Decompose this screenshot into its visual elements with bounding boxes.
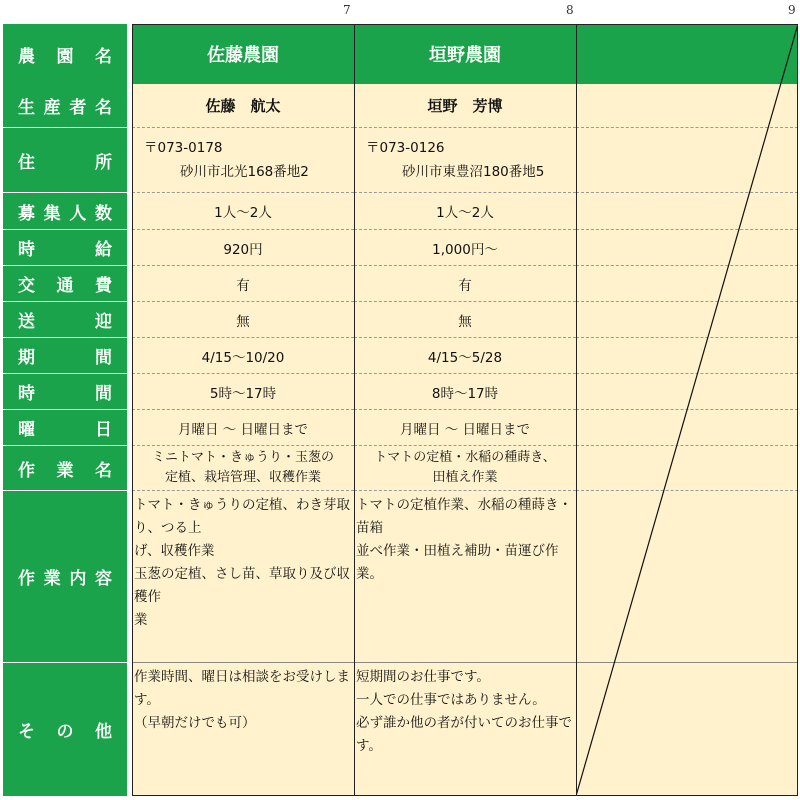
work-detail-line: トマト・きゅうりの定植、わき芽取り、つる上 <box>134 497 350 536</box>
pickup-service: 無 <box>132 302 354 338</box>
work-name-line: トマトの定植・水稲の種蒔き、 <box>374 450 556 465</box>
label-hourly-wage: 時 給 <box>3 230 127 266</box>
street-address: 砂川市北光168番地2 <box>180 164 309 180</box>
label-address: 住 所 <box>3 128 127 193</box>
other-notes <box>354 663 576 796</box>
work-detail-line: 業 <box>134 612 148 628</box>
work-name-line: 田植え作業 <box>432 470 498 485</box>
zip-code: 〒073-0126 <box>366 140 445 156</box>
work-detail <box>132 491 354 663</box>
row-label-column <box>3 24 127 796</box>
other-notes-line: 必ず誰か他の者が付いてのお仕事です。 <box>356 715 572 754</box>
ruler-tick-8: 8 <box>566 3 574 17</box>
label-work-detail: 作 業 内 容 <box>3 491 127 663</box>
work-detail-line: トマトの定植作業、水稲の種蒔き・苗箱 <box>356 497 572 536</box>
work-detail-line: 並べ作業・田植え補助・苗運び作業。 <box>356 543 559 582</box>
label-period: 期 間 <box>3 338 127 374</box>
label-days: 曜 日 <box>3 410 127 446</box>
work-period: 4/15～5/28 <box>354 338 576 374</box>
other-notes-line: 作業時間、曜日は相談をお受けします。 <box>134 669 350 708</box>
address-cell <box>354 128 576 193</box>
work-days: 月曜日 ～ 日曜日まで <box>354 410 576 446</box>
hourly-wage: 920円 <box>132 230 354 266</box>
work-detail-line: げ、収穫作業 <box>134 543 215 559</box>
pickup-service: 無 <box>354 302 576 338</box>
address-cell <box>132 128 354 193</box>
ruler-tick-9: 9 <box>788 3 796 17</box>
work-detail <box>354 491 576 663</box>
farm-column-kakino <box>354 24 576 796</box>
empty-farm-column <box>576 24 798 796</box>
work-name-line: ミニトマト・きゅうり・玉葱の <box>151 450 334 465</box>
label-pickup: 送 迎 <box>3 302 127 338</box>
farm-name-header: 垣野農園 <box>354 24 576 84</box>
other-notes <box>132 663 354 796</box>
work-name <box>354 446 576 491</box>
strike-through-line <box>576 24 798 796</box>
farm-column-sato <box>132 24 354 796</box>
transport-fee: 有 <box>354 266 576 302</box>
producer-name: 佐藤 航太 <box>132 84 354 128</box>
work-hours: 5時～17時 <box>132 374 354 410</box>
column-ruler <box>0 0 800 24</box>
other-notes-line: 一人での仕事ではありません。 <box>356 692 546 708</box>
work-name-line: 定植、栽培管理、収穫作業 <box>164 470 321 485</box>
work-name <box>132 446 354 491</box>
label-recruit-count: 募 集 人 数 <box>3 193 127 230</box>
zip-code: 〒073-0178 <box>144 140 223 156</box>
work-detail-line: 玉葱の定植、さし苗、草取り及び収穫作 <box>134 566 350 605</box>
ruler-tick-7: 7 <box>343 3 351 17</box>
column-divider <box>354 24 355 796</box>
label-farm-name: 農 園 名 <box>18 46 112 67</box>
work-days: 月曜日 ～ 日曜日まで <box>132 410 354 446</box>
label-work-name: 作 業 名 <box>3 446 127 491</box>
label-other: そ の 他 <box>18 722 112 742</box>
column-divider <box>576 24 577 796</box>
hourly-wage: 1,000円～ <box>354 230 576 266</box>
other-notes-line: 短期間のお仕事です。 <box>356 669 490 685</box>
other-notes-line: （早朝だけでも可） <box>134 715 256 731</box>
transport-fee: 有 <box>132 266 354 302</box>
label-transport: 交 通 費 <box>3 266 127 302</box>
work-hours: 8時～17時 <box>354 374 576 410</box>
recruit-count: 1人～2人 <box>132 193 354 230</box>
farm-name-header: 佐藤農園 <box>132 24 354 84</box>
work-period: 4/15～10/20 <box>132 338 354 374</box>
street-address: 砂川市東豊沼180番地5 <box>402 164 545 180</box>
label-hours: 時 間 <box>3 374 127 410</box>
producer-name: 垣野 芳博 <box>354 84 576 128</box>
farm-table <box>132 24 798 796</box>
label-producer: 生 産 者 名 <box>3 84 127 128</box>
recruit-count: 1人～2人 <box>354 193 576 230</box>
